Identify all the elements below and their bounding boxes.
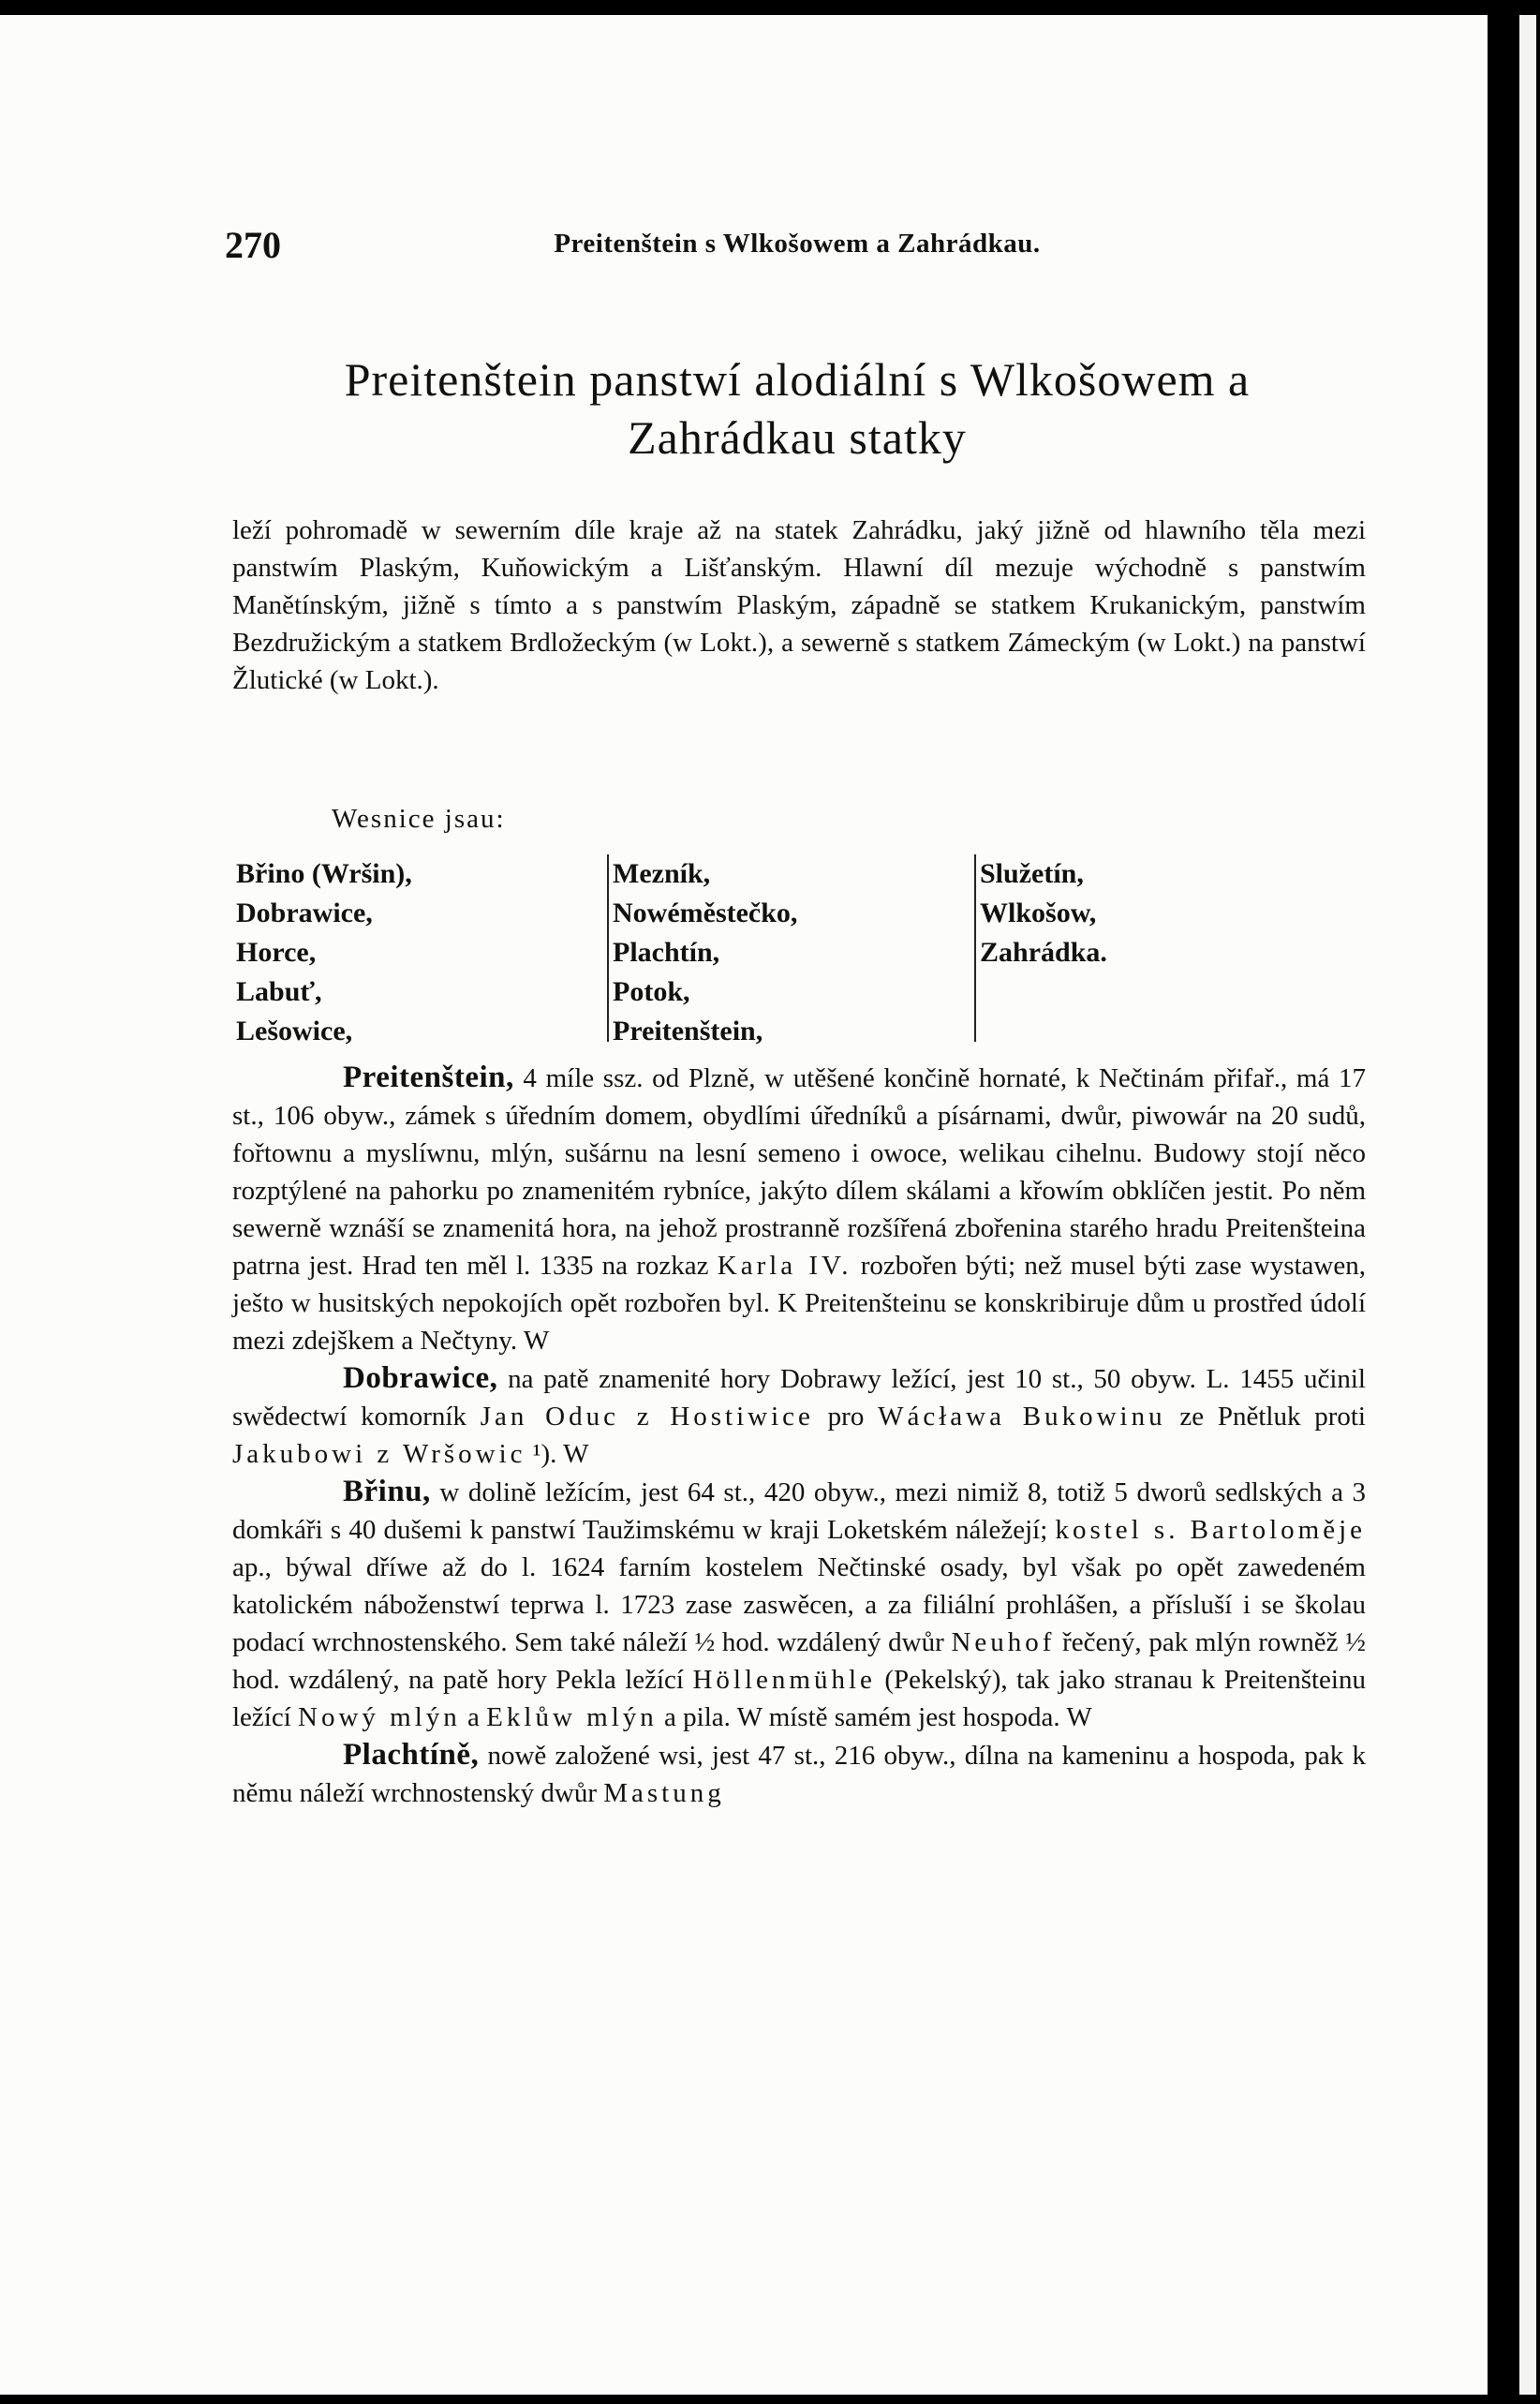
village-item: Mezník, [613,858,711,889]
entry-text: nowě založené wsi, jest 47 st., 216 obyw., dílna na kameninu a hospoda, pak k němu náleží wrchnostenský dwůr [232,1741,1366,1808]
chapter-title-line-2: Zahrádkau statky [628,411,967,464]
spaced-name: Jakubowi z Wršowic [232,1439,526,1469]
entry-text: pro [813,1402,879,1432]
entry-text: a pila. W místě samém jest hospoda. W [657,1702,1092,1732]
entry-text: řečený, pak mlýn rowněž ½ hod. wzdálený, na patě hory Pekla ležící [232,1627,1366,1695]
village-item: Horce, [236,937,317,968]
running-title: Preitenštein s Wlkošowem a Zahrádkau. [554,229,1041,259]
entry-text: ¹). W [526,1439,589,1469]
entry-head: Plachtíně, [343,1738,480,1772]
spaced-name: Mastung [603,1778,725,1808]
village-item: Lešowice, [236,1016,353,1046]
entry-text: 4 míle ssz. od Plzně, w utěšené končině hornaté, k Nečtinám přifař., má 17 st., 106 obyw., zámek s úředním domem, obydlími úředníků a písárnami, dwůr, piwowár na 20 sudů, fořtownu a myslíwnu, mlýn, sušárnu na lesní semeno i owoce, welikau cihelnu. Budowy stojí něco rozptýlené na pahorku po znamenitém rybníce, jakýto dílem skálami a křowím obklíčen jestit. Po něm sewerně wznáší se znamenitá hora, na jehož prostranně rozšířená zbořenina starého hradu Preitenšteina patrna jest. Hrad ten měl l. 1335 na rozkaz [232,1063,1366,1281]
next-page-edge [1519,15,1536,2395]
entry-text: w dolině ležícím, jest 64 st., 420 obyw., mezi nimiž 8, totiž 5 dworů sedlských a 3 domkáři s 40 dušemi k panstwí Taužimskému w kraji Loketském náležejí; [232,1477,1366,1545]
villages-column-1 [236,854,412,1051]
villages-column-2 [607,854,798,1046]
entry-head: Dobrawice, [343,1361,498,1395]
village-item: Wlkošow, [980,898,1097,928]
entry-plachtin [232,1736,1366,1812]
village-item: Plachtín, [613,937,720,968]
spaced-name: Jan Oduc z Hostiwice [480,1402,814,1432]
chapter-title [225,350,1370,467]
entry-text: (Pekelský), tak jako stranau k Preitenšteinu ležící [232,1665,1366,1732]
village-item: Nowéměstečko, [613,898,798,928]
village-item: Dobrawice, [236,898,373,928]
entry-head: Preitenštein, [343,1061,514,1094]
villages-heading: Wesnice jsau: [332,804,506,834]
entry-text: ap., býwal dříwe až do l. 1624 farním kostelem Nečtinské osady, byl však po opět zawedeném katolickém náboženstwí teprwa l. 1723 zase zaswěcen, a za filiální prohlášen, a přísluší i se školau podací wrchnostenského. Sem také náleží ½ hod. wzdálený dwůr [232,1552,1366,1657]
village-item: Břino (Wršin), [236,858,412,889]
entry-dobrawice [232,1359,1366,1473]
intro-paragraph: leží pohromadě w sewerním díle kraje až na statek Zahrádku, jaký jižně od hlawního těla mezi panstwím Plaským, Kuňowickým a Lišťanským. Hlawní díl mezuje wýchodně s panstwím Manětínským, jižně s tímto a s panstwím Plaským, západně se statkem Krukanickým, panstwím Bezdružickým a statkem Brdložeckým (w Lokt.), a sewerně s statkem Zámeckým (w Lokt.) na panstwí Žlutické (w Lokt.). [232,515,1366,695]
village-item: Labuť, [236,976,322,1007]
entry-preitenstein [232,1059,1366,1359]
villages-list [236,854,1182,1046]
village-item: Služetín, [980,858,1084,889]
spaced-name: kostel s. Bartoloměje [1055,1515,1366,1545]
spaced-name: Neuhof [951,1627,1056,1657]
village-item: Potok, [613,976,690,1007]
chapter-title-line-1: Preitenštein panstwí alodiální s Wlkošowem a [344,353,1251,406]
page-number: 270 [225,224,281,266]
village-item: Preitenštein, [613,1016,763,1046]
spaced-name: Höllenmühle [692,1665,876,1695]
spaced-name: Nowý mlýn [298,1702,461,1732]
entry-brino [232,1473,1366,1736]
entries [232,1059,1366,1812]
entry-text: ze Pnětluk proti [1165,1402,1366,1432]
entry-head: Břinu, [343,1475,431,1508]
spaced-name: Wácława Bukowinu [878,1402,1166,1432]
village-item: Zahrádka. [980,937,1107,968]
entry-text: na patě znamenité hory Dobrawy ležící, jest 10 st., 50 obyw. L. 1455 učinil swědectwí komorník [232,1364,1366,1432]
spaced-name: Eklůw mlýn [486,1702,658,1732]
page-header [225,223,1370,266]
entry-text: rozbořen býti; než musel býti zase wystawen, ješto w husitských nepokojích opět rozbořen byl. K Preitenšteinu se konskribiruje dům u prostřed údolí mezi zdejškem a Nečtyny. W [232,1251,1366,1356]
spaced-name: Karla IV. [717,1251,852,1281]
villages-column-3 [974,854,1107,1042]
entry-text: a [460,1702,487,1732]
